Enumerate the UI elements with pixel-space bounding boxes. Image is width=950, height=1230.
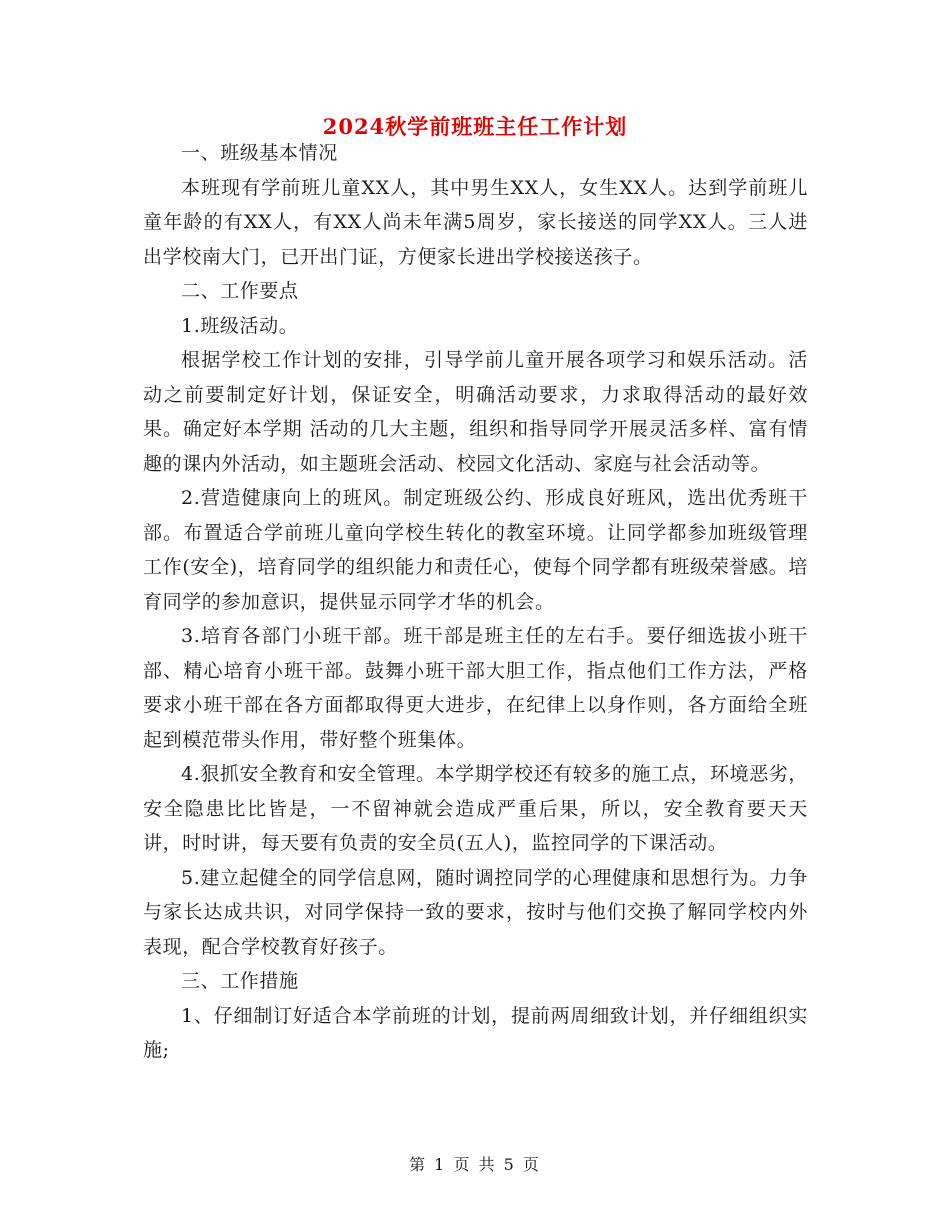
subheading-class-activities: 1.班级活动。 [181,314,299,337]
section-heading-work-measures: 三、工作措施 [181,970,299,992]
paragraph-safety-education: 4.狠抓安全教育和安全管理。本学期学校还有较多的施工点，环境恶劣，安全隐患比比皆是，一不留神就会造成严重后果，所以，安全教育要天天讲，时时讲，每天要有负责的安全员(五人)，监控同学的下课活动。 [143,763,808,854]
paragraph-measure-1: 1、仔细制订好适合本学前班的计划，提前两周细致计划，并仔细组织实施; [143,1004,808,1061]
section-heading-class-info: 一、班级基本情况 [181,142,338,164]
paragraph-class-spirit: 2.营造健康向上的班风。制定班级公约、形成良好班风，选出优秀班干部。布置适合学前班儿童向学校生转化的教室环境。让同学都参加班级管理工作(安全)，培育同学的组织能力和责任心，使每个同学都有班级荣誉感。培育同学的参加意识，提供显示同学才华的机会。 [143,487,808,613]
document-body [143,136,808,1068]
document-title: 2024秋学前班班主任工作计划 [322,114,628,139]
paragraph-info-network: 5.建立起健全的同学信息网，随时调控同学的心理健康和思想行为。力争与家长达成共识，对同学保持一致的要求，按时与他们交换了解同学校内外表现，配合学校教育好孩子。 [143,866,808,958]
section-heading-work-points: 二、工作要点 [181,280,299,302]
paragraph-class-info: 本班现有学前班儿童XX人，其中男生XX人，女生XX人。达到学前班儿童年龄的有XX人，有XX人尚未年满5周岁，家长接送的同学XX人。三人进出学校南大门，已开出门证，方便家长进出学校接送孩子。 [143,176,808,268]
paragraph-class-cadres: 3.培育各部门小班干部。班干部是班主任的左右手。要仔细选拔小班干部、精心培育小班干部。鼓舞小班干部大胆工作，指点他们工作方法，严格要求小班干部在各方面都取得更大进步，在纪律上以身作则，各方面给全班起到模范带头作用，带好整个班集体。 [143,625,808,751]
page-number-footer: 第 1 页 共 5 页 [409,1155,541,1174]
paragraph-class-activities: 根据学校工作计划的安排，引导学前儿童开展各项学习和娱乐活动。活动之前要制定好计划，保证安全，明确活动要求，力求取得活动的最好效果。确定好本学期 活动的几大主题，组织和指导同学开展灵活多样、富有情趣的课内外活动，如主题班会活动、校园文化活动、家庭与社会活动等。 [143,349,808,475]
